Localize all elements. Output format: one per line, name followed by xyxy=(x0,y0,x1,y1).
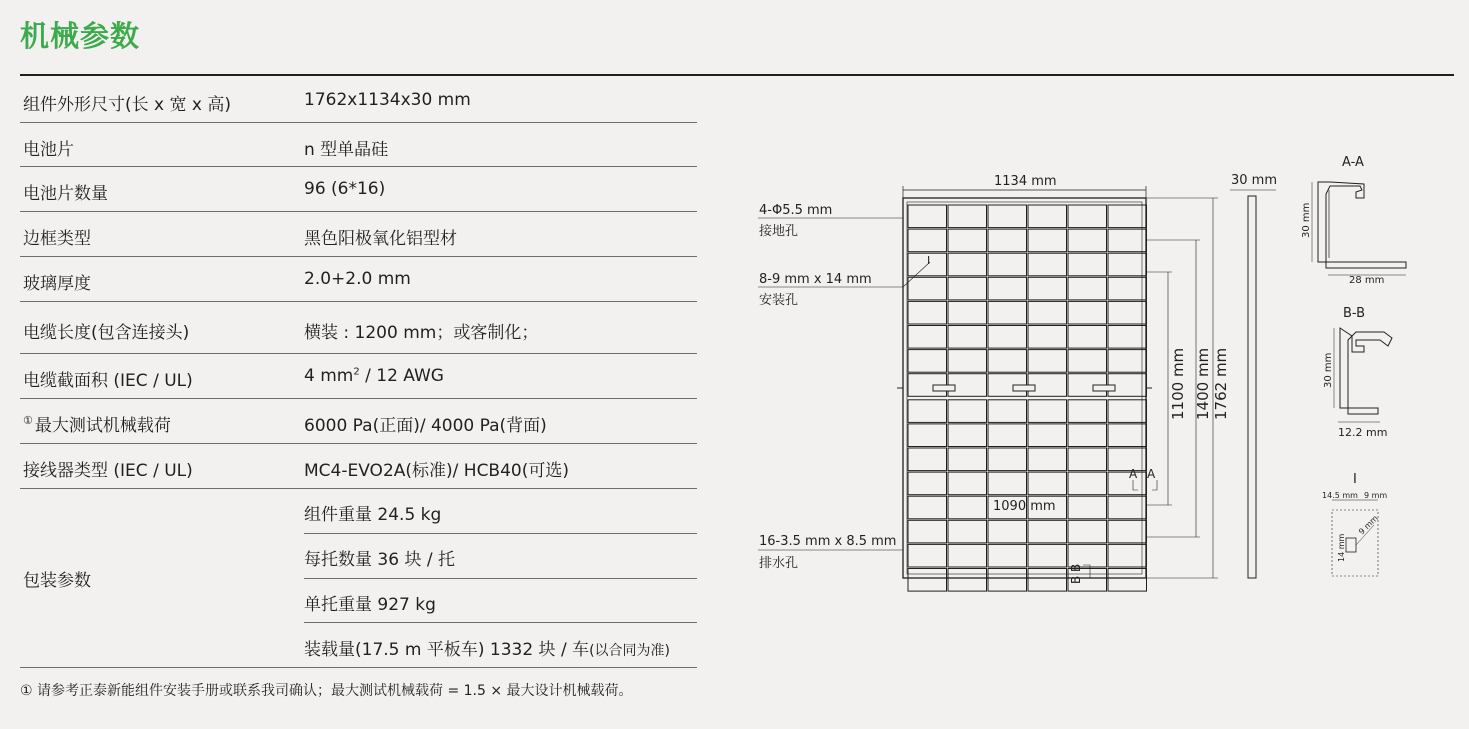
packaging-item: 单托重量 927 kg xyxy=(304,595,436,615)
mark-a-left: A xyxy=(1129,467,1138,481)
solar-cell xyxy=(1028,277,1067,300)
i-dim-1: 14.5 mm xyxy=(1322,491,1358,500)
solar-cell xyxy=(1108,424,1147,447)
solar-cell xyxy=(988,301,1027,324)
spec-label: 接线器类型 (IEC / UL) xyxy=(23,461,193,481)
solar-cell xyxy=(1068,472,1107,495)
solar-cell xyxy=(908,424,947,447)
solar-cell xyxy=(908,569,947,592)
solar-cell xyxy=(1068,496,1107,519)
packaging-item: 组件重量 24.5 kg xyxy=(304,505,442,525)
solar-cell xyxy=(1068,205,1107,228)
solar-cell xyxy=(1028,569,1067,592)
spec-label: 组件外形尺寸(长 x 宽 x 高) xyxy=(23,95,232,115)
solar-cell xyxy=(988,424,1027,447)
solar-cell xyxy=(908,448,947,471)
drain-hole-name: 排水孔 xyxy=(759,556,799,571)
solar-cell xyxy=(1028,205,1067,228)
solar-cell xyxy=(1068,350,1107,373)
grounding-hole-spec: 4-Φ5.5 mm xyxy=(759,203,833,218)
spec-label: 边框类型 xyxy=(23,229,91,249)
solar-cell xyxy=(1068,520,1107,543)
solar-cell xyxy=(988,229,1027,252)
dim-thickness: 30 mm xyxy=(1231,173,1278,188)
solar-cell xyxy=(908,400,947,423)
solar-cell xyxy=(988,472,1027,495)
packaging-item: 装载量(17.5 m 平板车) 1332 块 / 车(以合同为准) xyxy=(304,640,671,660)
spec-value: 96 (6*16) xyxy=(304,179,386,199)
solar-cell xyxy=(948,253,987,276)
solar-cell xyxy=(1108,350,1147,373)
spec-label: 电缆长度(包含连接头) xyxy=(23,323,190,343)
spec-value: MC4-EVO2A(标准)/ HCB40(可选) xyxy=(304,461,569,481)
bb-width: 12.2 mm xyxy=(1338,426,1388,439)
spec-value: 2.0+2.0 mm xyxy=(304,269,411,289)
solar-cell xyxy=(1028,448,1067,471)
solar-cell xyxy=(1028,350,1067,373)
solar-cell xyxy=(948,544,987,567)
cell-grid xyxy=(908,205,1147,591)
solar-cell xyxy=(1028,544,1067,567)
solar-cell xyxy=(988,350,1027,373)
solar-cell xyxy=(1068,253,1107,276)
solar-cell xyxy=(1028,301,1067,324)
solar-cell xyxy=(1068,229,1107,252)
solar-cell xyxy=(1108,326,1147,349)
solar-cell xyxy=(908,472,947,495)
solar-cell xyxy=(908,205,947,228)
solar-cell xyxy=(908,350,947,373)
solar-cell xyxy=(908,544,947,567)
solar-cell xyxy=(1028,229,1067,252)
section-title: 机械参数 xyxy=(20,19,141,53)
spec-label: 玻璃厚度 xyxy=(23,274,91,294)
spec-label: 电池片数量 xyxy=(23,184,108,204)
mark-a-right: A xyxy=(1147,467,1156,481)
solar-cell xyxy=(1068,400,1107,423)
footnote: ① 请参考正泰新能组件安装手册或联系我司确认；最大测试机械载荷 = 1.5 × 最大设计机械载荷。 xyxy=(20,683,633,699)
solar-cell xyxy=(988,544,1027,567)
solar-cell xyxy=(948,400,987,423)
solar-cell xyxy=(988,205,1027,228)
spec-value: 黑色阳极氧化铝型材 xyxy=(304,229,457,249)
solar-cell xyxy=(1068,301,1107,324)
i-dim-3: 14 mm xyxy=(1337,533,1346,562)
solar-cell xyxy=(1028,326,1067,349)
spec-label: 电池片 xyxy=(23,140,74,160)
solar-cell xyxy=(1068,326,1107,349)
drain-hole-spec: 16-3.5 mm x 8.5 mm xyxy=(759,534,897,549)
solar-cell xyxy=(948,448,987,471)
spec-value: 1762x1134x30 mm xyxy=(304,90,471,110)
bb-height: 30 mm xyxy=(1323,352,1334,388)
solar-cell xyxy=(988,569,1027,592)
solar-cell xyxy=(1028,472,1067,495)
solar-cell xyxy=(1108,277,1147,300)
detail-i-title: I xyxy=(1353,472,1357,487)
solar-cell xyxy=(948,277,987,300)
solar-cell xyxy=(1108,472,1147,495)
solar-cell xyxy=(908,520,947,543)
solar-cell xyxy=(1028,400,1067,423)
solar-cell xyxy=(908,496,947,519)
solar-cell xyxy=(1108,544,1147,567)
spec-value: 横装 : 1200 mm；或客制化； xyxy=(304,323,539,343)
solar-cell xyxy=(988,326,1027,349)
solar-cell xyxy=(988,277,1027,300)
section-aa-title: A-A xyxy=(1342,155,1364,170)
i-dim-4: 9 mm xyxy=(1357,513,1380,537)
solar-cell xyxy=(1028,253,1067,276)
dim-inner-width: 1090 mm xyxy=(993,499,1056,514)
solar-cell xyxy=(908,229,947,252)
solar-cell xyxy=(988,400,1027,423)
spec-label: ① 最大测试机械载荷 xyxy=(23,414,171,436)
spec-value: 6000 Pa(正面)/ 4000 Pa(背面) xyxy=(304,416,547,436)
dim-1762: 1762 mm xyxy=(1212,347,1230,420)
solar-cell xyxy=(1028,424,1067,447)
i-dim-2: 9 mm xyxy=(1364,491,1388,500)
solar-cell xyxy=(1108,569,1147,592)
mounting-hole-spec: 8-9 mm x 14 mm xyxy=(759,272,872,287)
solar-cell xyxy=(948,569,987,592)
aa-height: 30 mm xyxy=(1301,202,1312,238)
spec-label: 电缆截面积 (IEC / UL) xyxy=(23,371,193,391)
grounding-hole-name: 接地孔 xyxy=(759,224,799,239)
section-bb-title: B-B xyxy=(1343,306,1366,321)
solar-cell xyxy=(1068,277,1107,300)
solar-cell xyxy=(948,472,987,495)
solar-cell xyxy=(1108,205,1147,228)
solar-cell xyxy=(948,326,987,349)
solar-cell xyxy=(1108,496,1147,519)
packaging-label: 包装参数 xyxy=(23,571,91,591)
solar-cell xyxy=(1028,520,1067,543)
mark-i: I xyxy=(927,254,931,267)
solar-cell xyxy=(908,301,947,324)
solar-cell xyxy=(988,520,1027,543)
solar-cell xyxy=(1108,253,1147,276)
dim-width-label: 1134 mm xyxy=(994,174,1057,189)
note-marker: ① xyxy=(23,414,33,428)
aa-width: 28 mm xyxy=(1349,275,1385,286)
spec-value: 4 $mm^2 / 12$ AWG xyxy=(304,366,444,386)
solar-cell xyxy=(948,350,987,373)
dim-1100: 1100 mm xyxy=(1169,347,1187,420)
solar-cell xyxy=(1108,520,1147,543)
solar-cell xyxy=(1108,229,1147,252)
solar-cell xyxy=(948,301,987,324)
solar-cell xyxy=(988,253,1027,276)
solar-cell xyxy=(1108,448,1147,471)
solar-cell xyxy=(948,229,987,252)
solar-cell xyxy=(948,424,987,447)
solar-cell xyxy=(1108,301,1147,324)
solar-cell xyxy=(1068,544,1107,567)
solar-cell xyxy=(988,448,1027,471)
dim-1400: 1400 mm xyxy=(1194,347,1212,420)
packaging-item: 每托数量 36 块 / 托 xyxy=(304,550,455,570)
mark-b: B xyxy=(1069,563,1083,572)
mark-b-2: B xyxy=(1069,575,1083,584)
solar-cell xyxy=(1108,400,1147,423)
spec-value: n 型单晶硅 xyxy=(304,140,389,160)
solar-cell xyxy=(908,326,947,349)
solar-cell xyxy=(1068,448,1107,471)
solar-cell xyxy=(948,205,987,228)
solar-cell xyxy=(948,496,987,519)
solar-cell xyxy=(908,277,947,300)
mounting-hole-name: 安装孔 xyxy=(759,293,799,308)
solar-cell xyxy=(948,520,987,543)
solar-cell xyxy=(1068,424,1107,447)
